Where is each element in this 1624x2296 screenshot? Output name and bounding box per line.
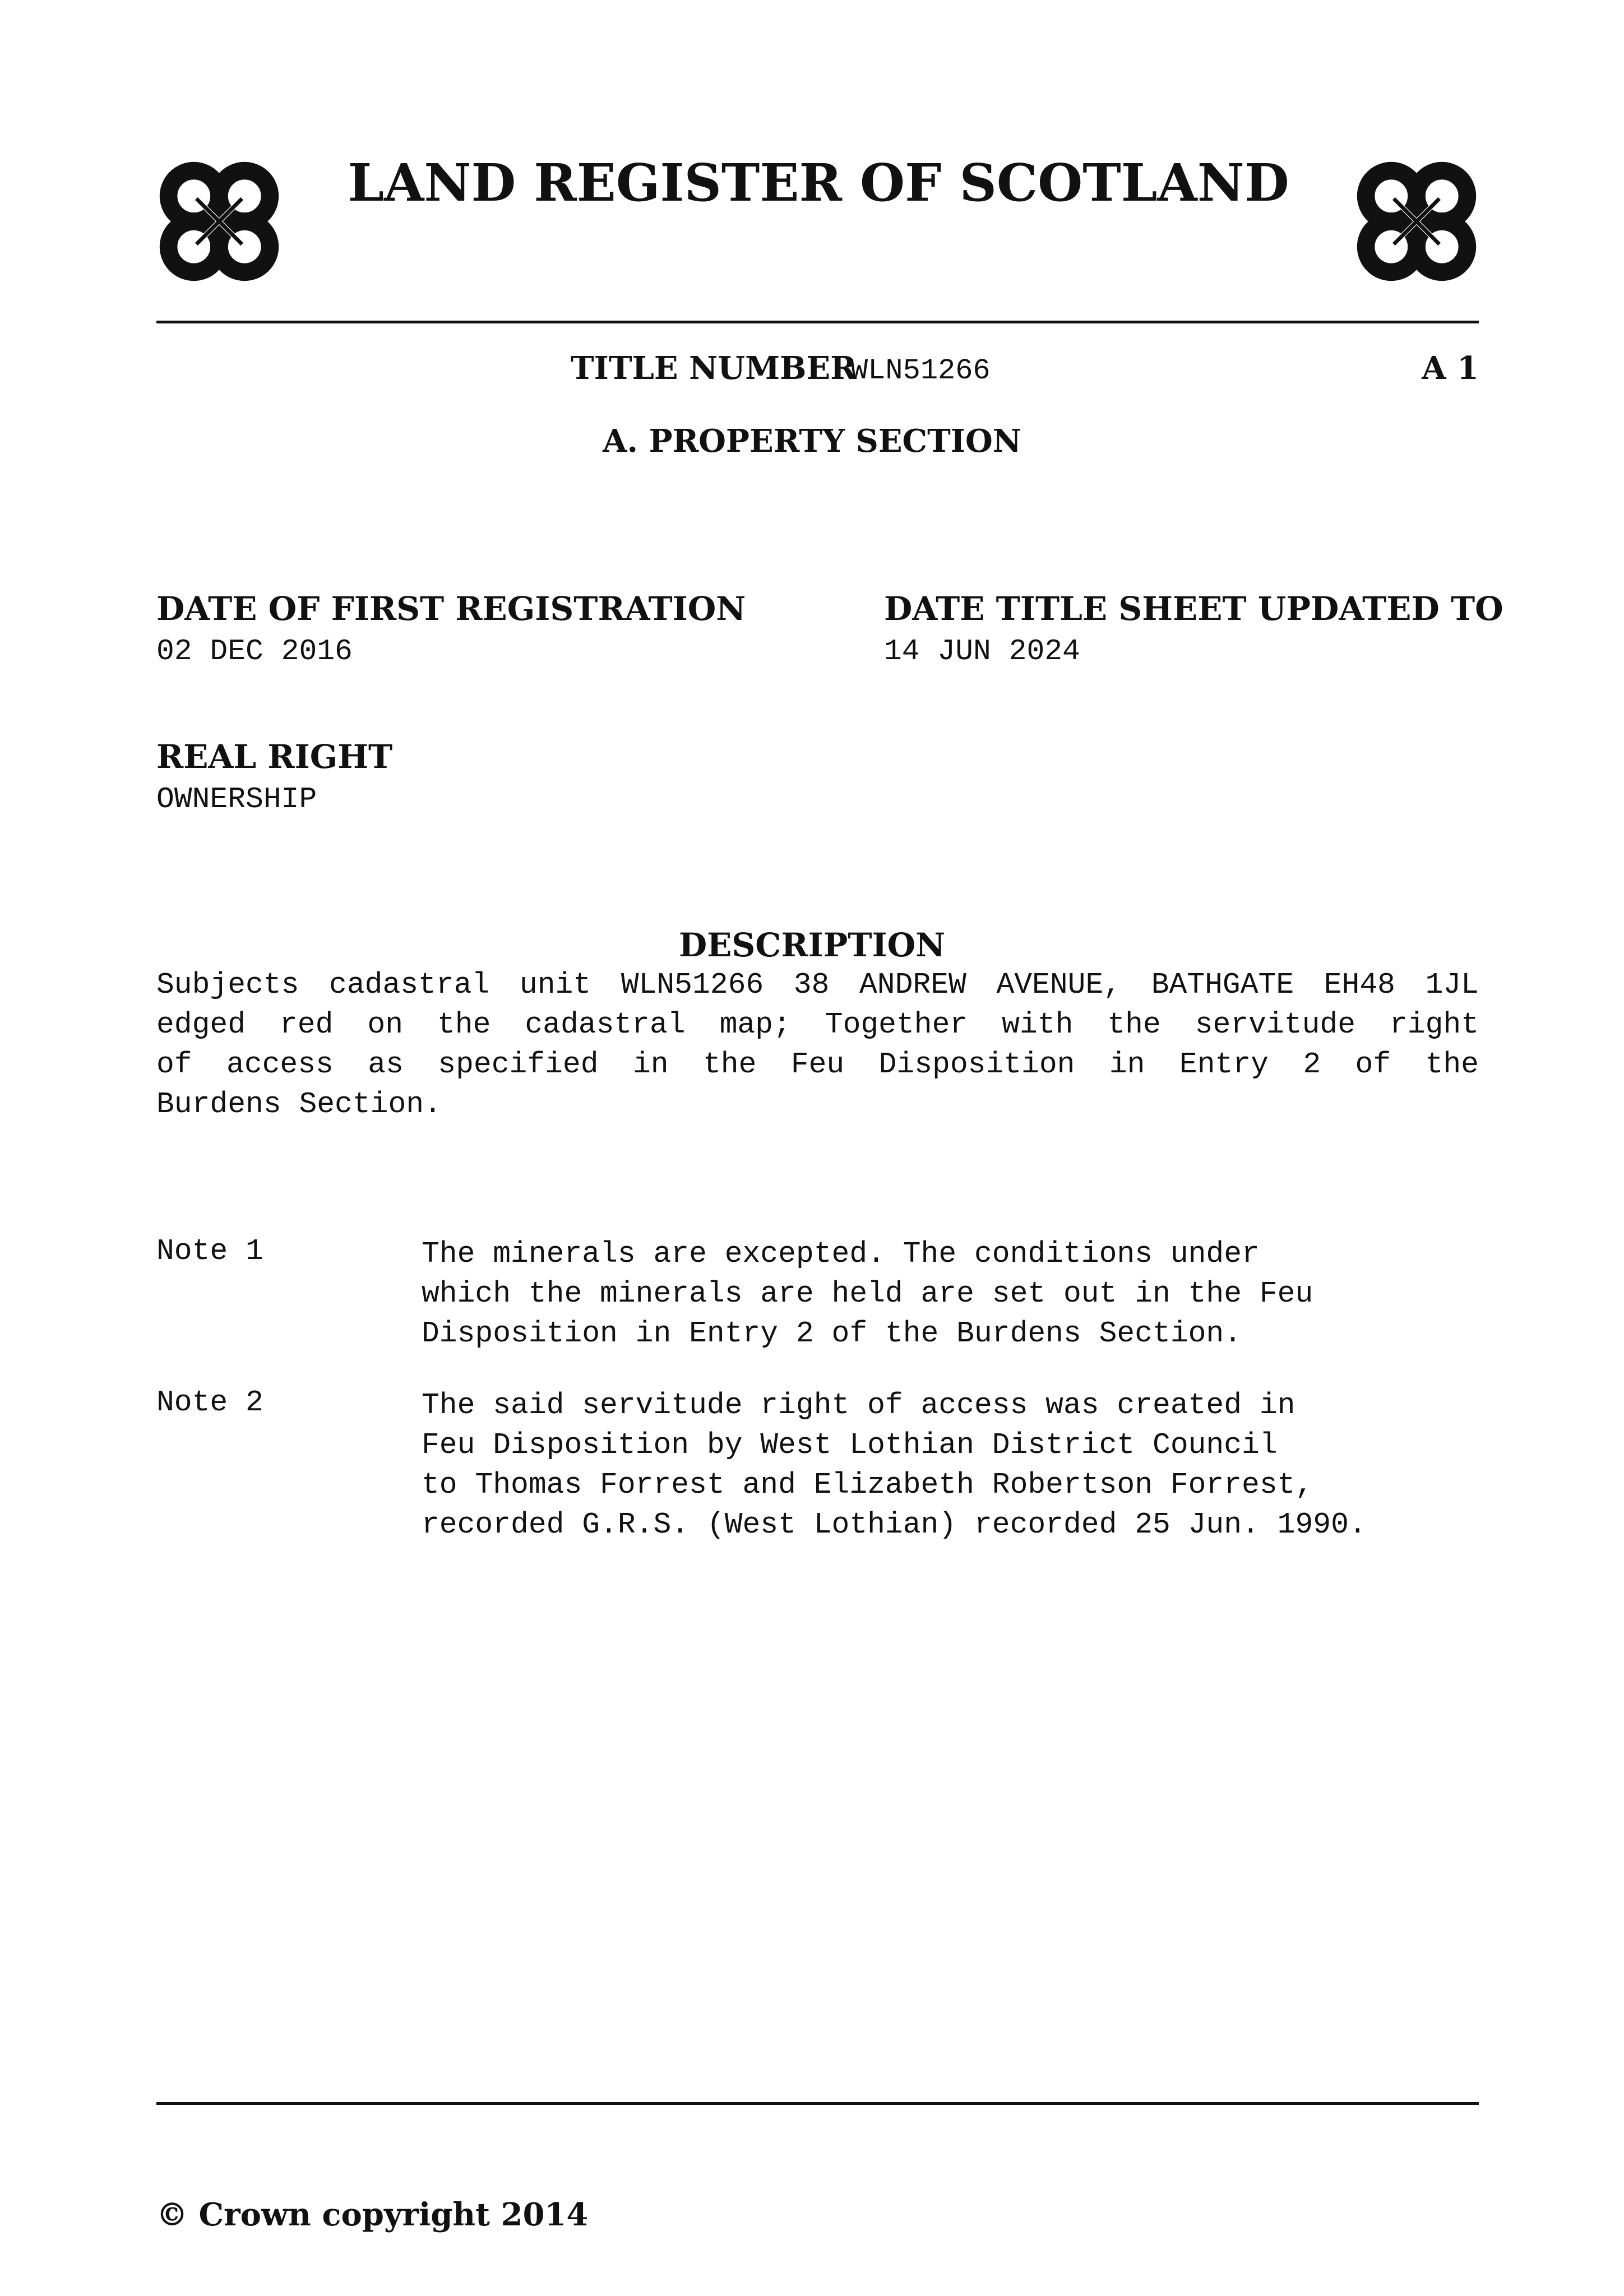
note-text [422,1234,1313,1354]
updated-label: DATE TITLE SHEET UPDATED TO [884,590,1503,628]
description-line: of access as specified in the Feu Disposition in Entry 2 of the [156,1048,1479,1081]
note-line: Feu Disposition by West Lothian District Council [422,1428,1278,1462]
description-text [156,965,1479,1124]
real-right-value: OWNERSHIP [156,783,317,816]
section-heading: A. PROPERTY SECTION [603,423,1021,460]
first-registration-date: 02 DEC 2016 [156,635,353,668]
note-line: to Thomas Forrest and Elizabeth Robertson Forrest, [422,1468,1313,1502]
header-divider [156,321,1479,323]
celtic-knot-icon [156,158,283,285]
page-title: LAND REGISTER OF SCOTLAND [348,152,1289,213]
footer-divider [156,2102,1479,2105]
title-number-value: WLN51266 [850,354,991,387]
description-heading: DESCRIPTION [678,926,946,964]
copyright-notice: © Crown copyright 2014 [156,2196,589,2233]
note-line: recorded G.R.S. (West Lothian) recorded 25 Jun. 1990. [422,1508,1367,1542]
updated-date: 14 JUN 2024 [884,635,1080,668]
description-line: Subjects cadastral unit WLN51266 38 ANDREW AVENUE, BATHGATE EH48 1JL [156,968,1479,1002]
description-line: edged red on the cadastral map; Together with the servitude right [156,1008,1479,1041]
description-line: Burdens Section. [156,1087,442,1121]
real-right-label: REAL RIGHT [156,738,393,776]
note-line: which the minerals are held are set out in the Feu [422,1277,1313,1311]
title-number-label: TITLE NUMBER [571,350,857,387]
note-line: Disposition in Entry 2 of the Burdens Section. [422,1317,1242,1350]
note-label: Note 1 [156,1234,263,1268]
note-label: Note 2 [156,1386,263,1419]
sheet-id: A 1 [1422,350,1479,387]
note-line: The said servitude right of access was created in [422,1388,1296,1422]
note-line: The minerals are excepted. The conditions under [422,1237,1260,1271]
celtic-knot-icon [1353,158,1480,285]
note-text [422,1386,1367,1545]
first-registration-label: DATE OF FIRST REGISTRATION [156,590,746,628]
